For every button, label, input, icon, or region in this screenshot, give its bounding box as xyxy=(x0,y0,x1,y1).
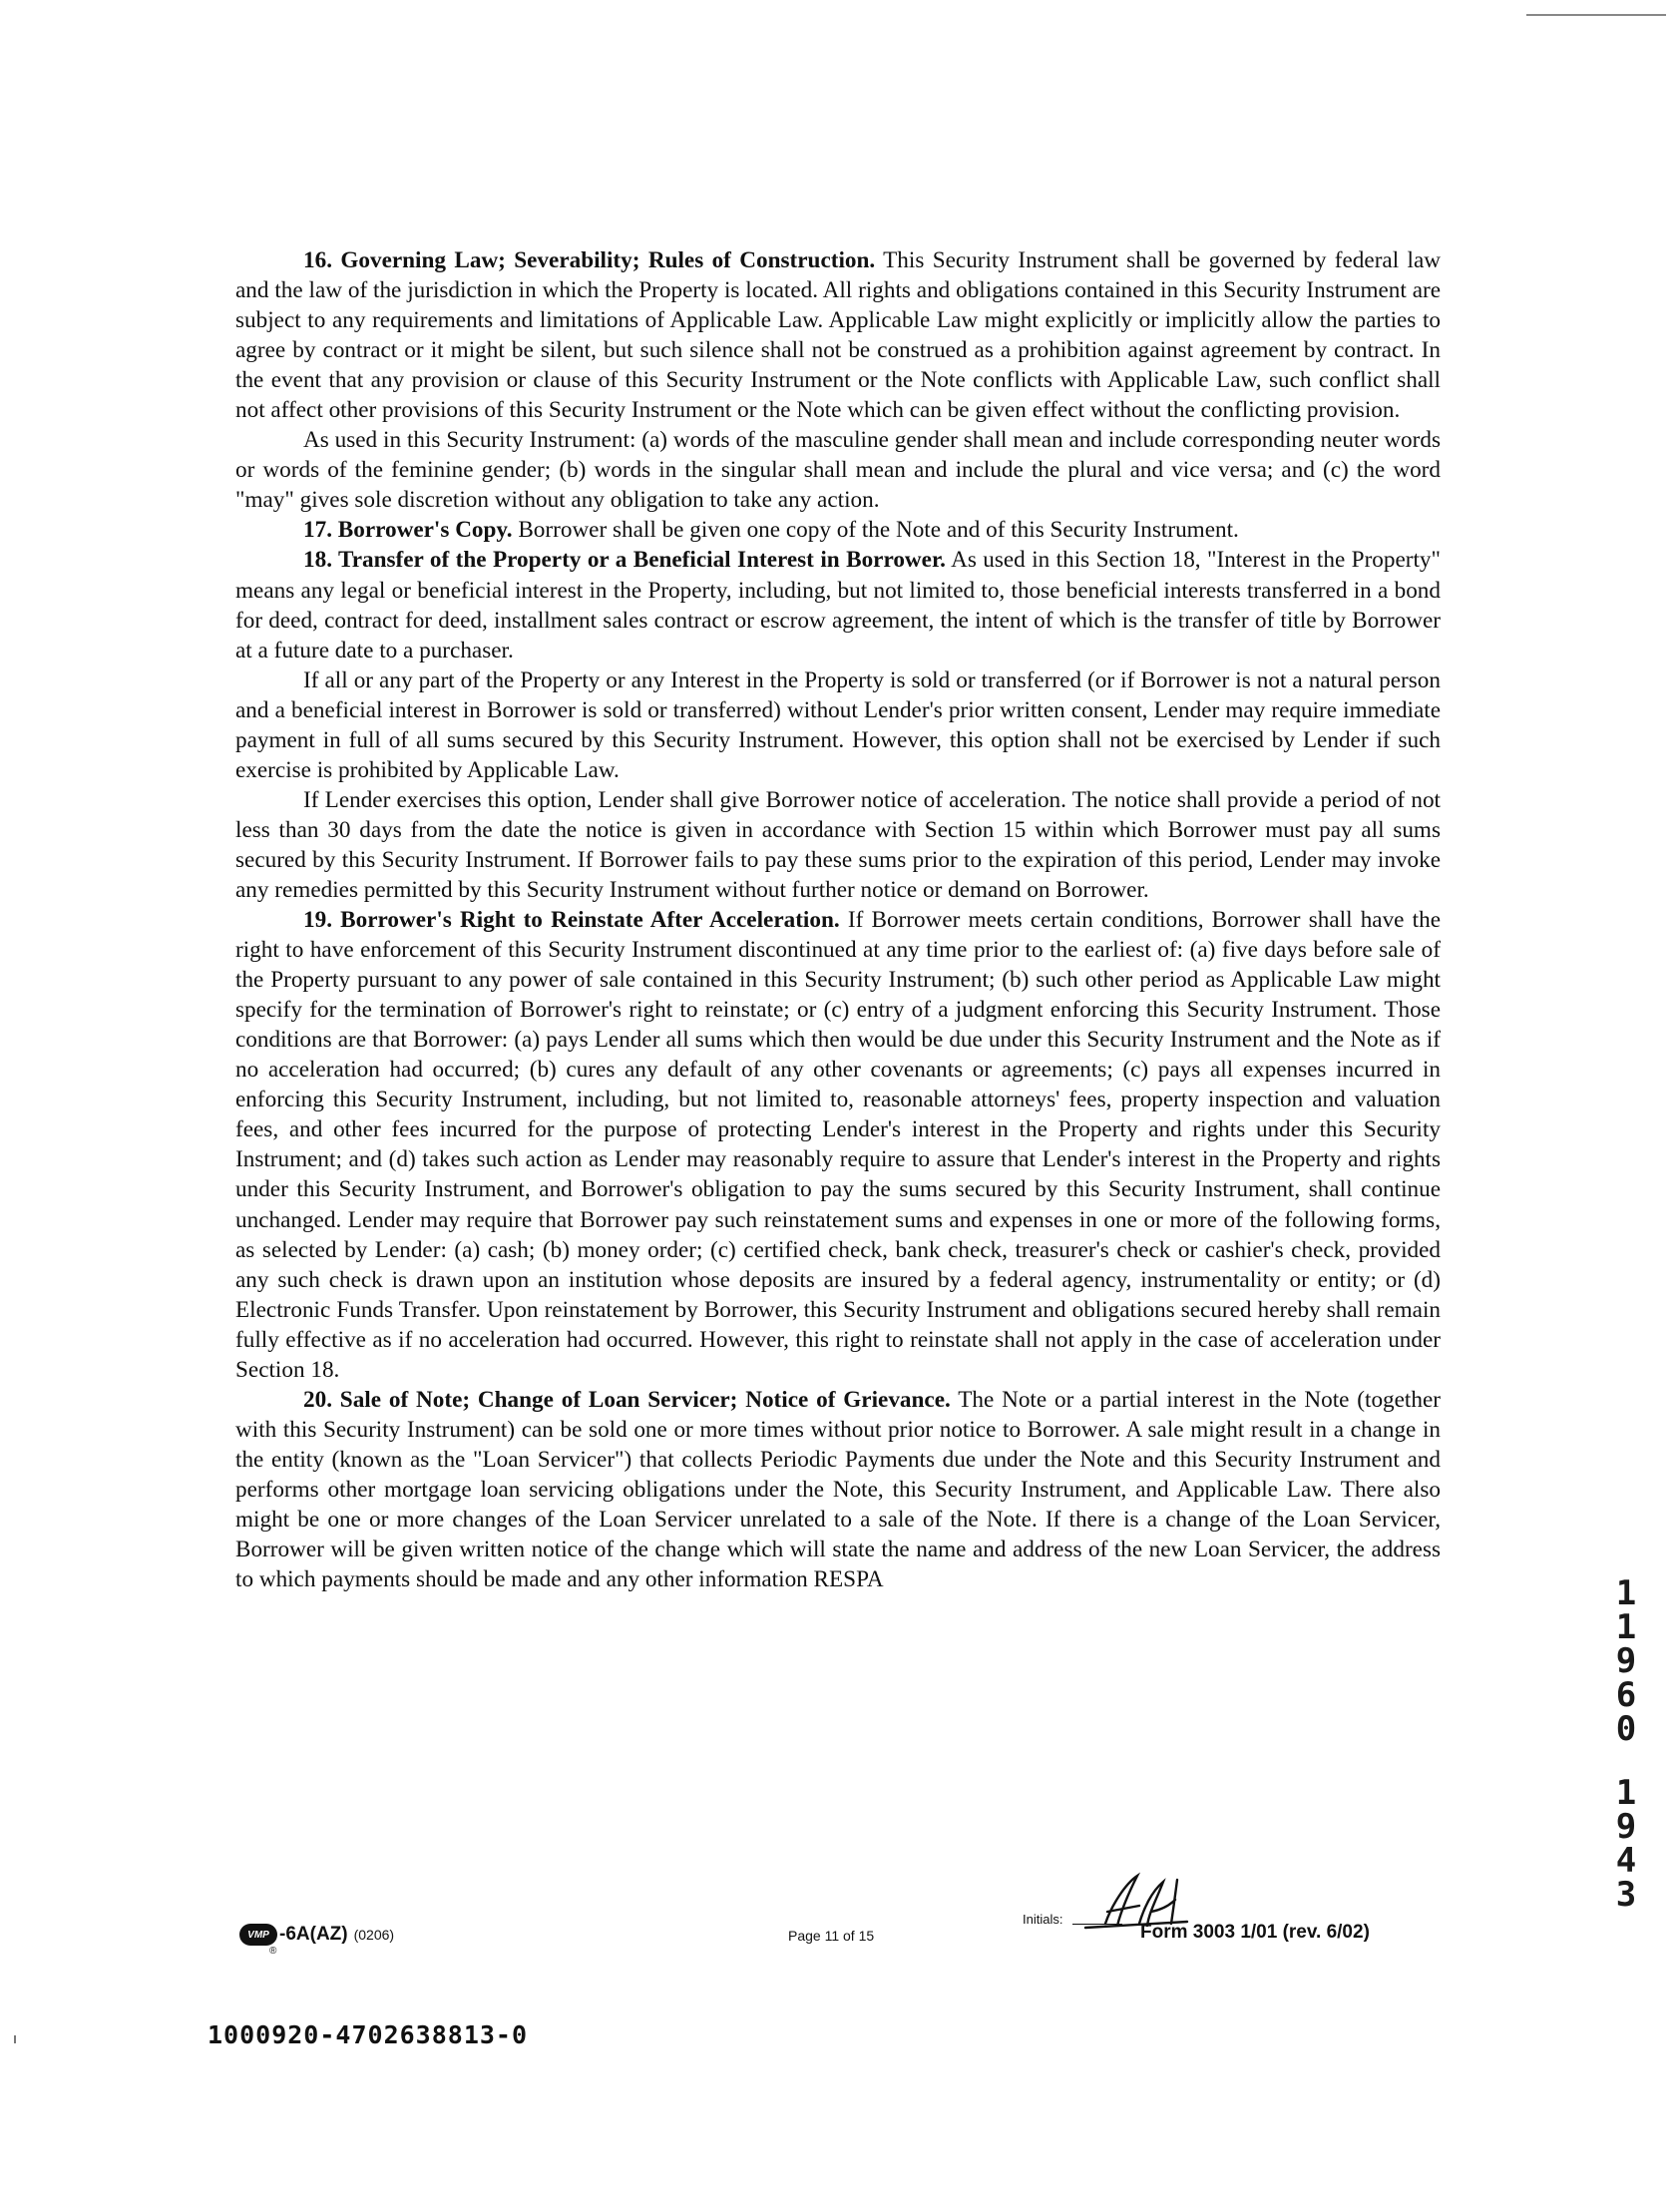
paragraph xyxy=(235,245,1441,425)
stamp-digit: 3 xyxy=(1615,1875,1637,1915)
paragraph-text: The Note or a partial interest in the Note (together with this Security Instrument) can be sold one or more times without prior notice to Borrower. A sale might result in a change in the entity (known as the "Loan Servicer") that collects Periodic Payments due under the Note and this Security Instrument and performs other mortgage loan servicing obligations under the Note, this Security Instrument, and Applicable Law. There also might be one or more changes of the Loan Servicer unrelated to a sale of the Note. If there is a change of the Loan Servicer, Borrower will be given written notice of the change which will state the name and address of the new Loan Servicer, the address to which payments should be made and any other information RESPA xyxy=(235,1386,1441,1593)
stamp-digit: 0 xyxy=(1615,1709,1637,1749)
vmp-logo: VMP xyxy=(239,1924,277,1946)
stamp-digit: 9 xyxy=(1615,1641,1637,1681)
paragraph-text: As used in this Security Instrument: (a) words of the masculine gender shall mean and include corresponding neuter words or words of the feminine gender; (b) words in the singular shall mean and include the plural and vice versa; and (c) the word "may" gives sole discretion without any obligation to take any action. xyxy=(235,427,1441,514)
section-heading: 18. Transfer of the Property or a Beneficial Interest in Borrower. xyxy=(303,547,946,574)
stamp-digit: 6 xyxy=(1615,1675,1637,1715)
form-code-text: -6A(AZ) xyxy=(279,1924,348,1945)
page-number: Page 11 of 15 xyxy=(788,1928,875,1944)
section-heading: 19. Borrower's Right to Reinstate After Acceleration. xyxy=(303,907,840,934)
scan-speck xyxy=(14,2035,16,2043)
recording-number-stamp xyxy=(1606,1573,1646,1915)
stamp-gap xyxy=(1606,1746,1646,1776)
paragraph-text: As used in this Section 18, "Interest in the Property" means any legal or beneficial interest in the Property, including, but not limited to, those beneficial interests transferred in a bond for deed, contract for deed, installment sales contract or escrow agreement, the intent of which is the transfer of title by Borrower at a future date to a purchaser. xyxy=(235,547,1441,664)
form-identifier: Form 3003 1/01 (rev. 6/02) xyxy=(1140,1922,1370,1943)
form-code xyxy=(239,1924,395,1957)
paragraph xyxy=(235,1385,1441,1594)
paragraph-text: This Security Instrument shall be governed by federal law and the law of the jurisdiction in which the Property is located. All rights and obligations contained in this Security Instrument are subject to any requirements and limitations of Applicable Law. Applicable Law might explicitly or implicitly allow the parties to agree by contract or it might be silent, but such silence shall not be construed as a prohibition against agreement by contract. In the event that any provision or clause of this Security Instrument or the Note conflicts with Applicable Law, such conflict shall not affect other provisions of this Security Instrument or the Note which can be given effect without the conflicting provision. xyxy=(235,247,1441,424)
paragraph-text: If Lender exercises this option, Lender shall give Borrower notice of acceleration. The notice shall provide a period of not less than 30 days from the date the notice is given in accordance with Section 15 within which Borrower must pay all sums secured by this Security Instrument. If Borrower fails to pay these sums prior to the expiration of this period, Lender may invoke any remedies permitted by this Security Instrument without further notice or demand on Borrower. xyxy=(235,786,1441,903)
stamp-digit: 1 xyxy=(1615,1573,1637,1613)
scan-edge-line xyxy=(1526,14,1666,16)
paragraph xyxy=(235,545,1441,664)
stamp-digit: 4 xyxy=(1615,1841,1637,1881)
paragraph xyxy=(235,905,1441,1385)
document-body xyxy=(235,245,1441,1594)
registered-mark: ® xyxy=(269,1946,277,1957)
paragraph xyxy=(235,515,1441,545)
paragraph-text: If Borrower meets certain conditions, Borrower shall have the right to have enforcement of this Security Instrument discontinued at any time prior to the earliest of: (a) five days before sale of the Property pursuant to any power of sale contained in this Security Instrument; (b) such other period as Applicable Law might specify for the termination of Borrower's right to reinstate; or (c) entry of a judgment enforcing this Security Instrument. Those conditions are that Borrower: (a) pays Lender all sums which then would be due under this Security Instrument and the Note as if no acceleration had occurred; (b) cures any default of any other covenants or agreements; (c) pays all expenses incurred in enforcing this Security Instrument, including, but not limited to, reasonable attorneys' fees, property inspection and valuation fees, and other fees incurred for the purpose of protecting Lender's interest in the Property and rights under this Security Instrument; and (d) takes such action as Lender may reasonably require to assure that Lender's interest in the Property and rights under this Security Instrument, and Borrower's obligation to pay the sums secured by this Security Instrument, shall continue unchanged. Lender may require that Borrower pay such reinstatement sums and expenses in one or more of the following forms, as selected by Lender: (a) cash; (b) money order; (c) certified check, bank check, treasurer's check or cashier's check, provided any such check is drawn upon an institution whose deposits are insured by a federal agency, instrumentality or entity; or (d) Electronic Funds Transfer. Upon reinstatement by Borrower, this Security Instrument and obligations secured hereby shall remain fully effective as if no acceleration had occurred. However, this right to reinstate shall not apply in the case of acceleration under Section 18. xyxy=(235,907,1441,1383)
stamp-digit: 9 xyxy=(1615,1807,1637,1847)
section-heading: 17. Borrower's Copy. xyxy=(303,517,513,544)
section-heading: 16. Governing Law; Severability; Rules of Construction. xyxy=(303,247,876,273)
paragraph xyxy=(235,425,1441,515)
paragraph xyxy=(235,665,1441,785)
initials-label: Initials: xyxy=(1023,1912,1063,1927)
stamp-digit: 1 xyxy=(1615,1607,1637,1647)
document-number: 1000920-4702638813-0 xyxy=(208,2020,529,2049)
section-heading: 20. Sale of Note; Change of Loan Servicer; Notice of Grievance. xyxy=(303,1386,951,1413)
paragraph-text: If all or any part of the Property or any Interest in the Property is sold or transferred (or if Borrower is not a natural person and a beneficial interest in Borrower is sold or transferred) without Lender's prior written consent, Lender may require immediate payment in full of all sums secured by this Security Instrument. However, this option shall not be exercised by Lender if such exercise is prohibited by Applicable Law. xyxy=(235,666,1441,783)
paragraph-text: Borrower shall be given one copy of the Note and of this Security Instrument. xyxy=(512,517,1239,544)
form-code-number: (0206) xyxy=(353,1927,395,1943)
paragraph xyxy=(235,785,1441,905)
stamp-digit: 1 xyxy=(1615,1773,1637,1813)
